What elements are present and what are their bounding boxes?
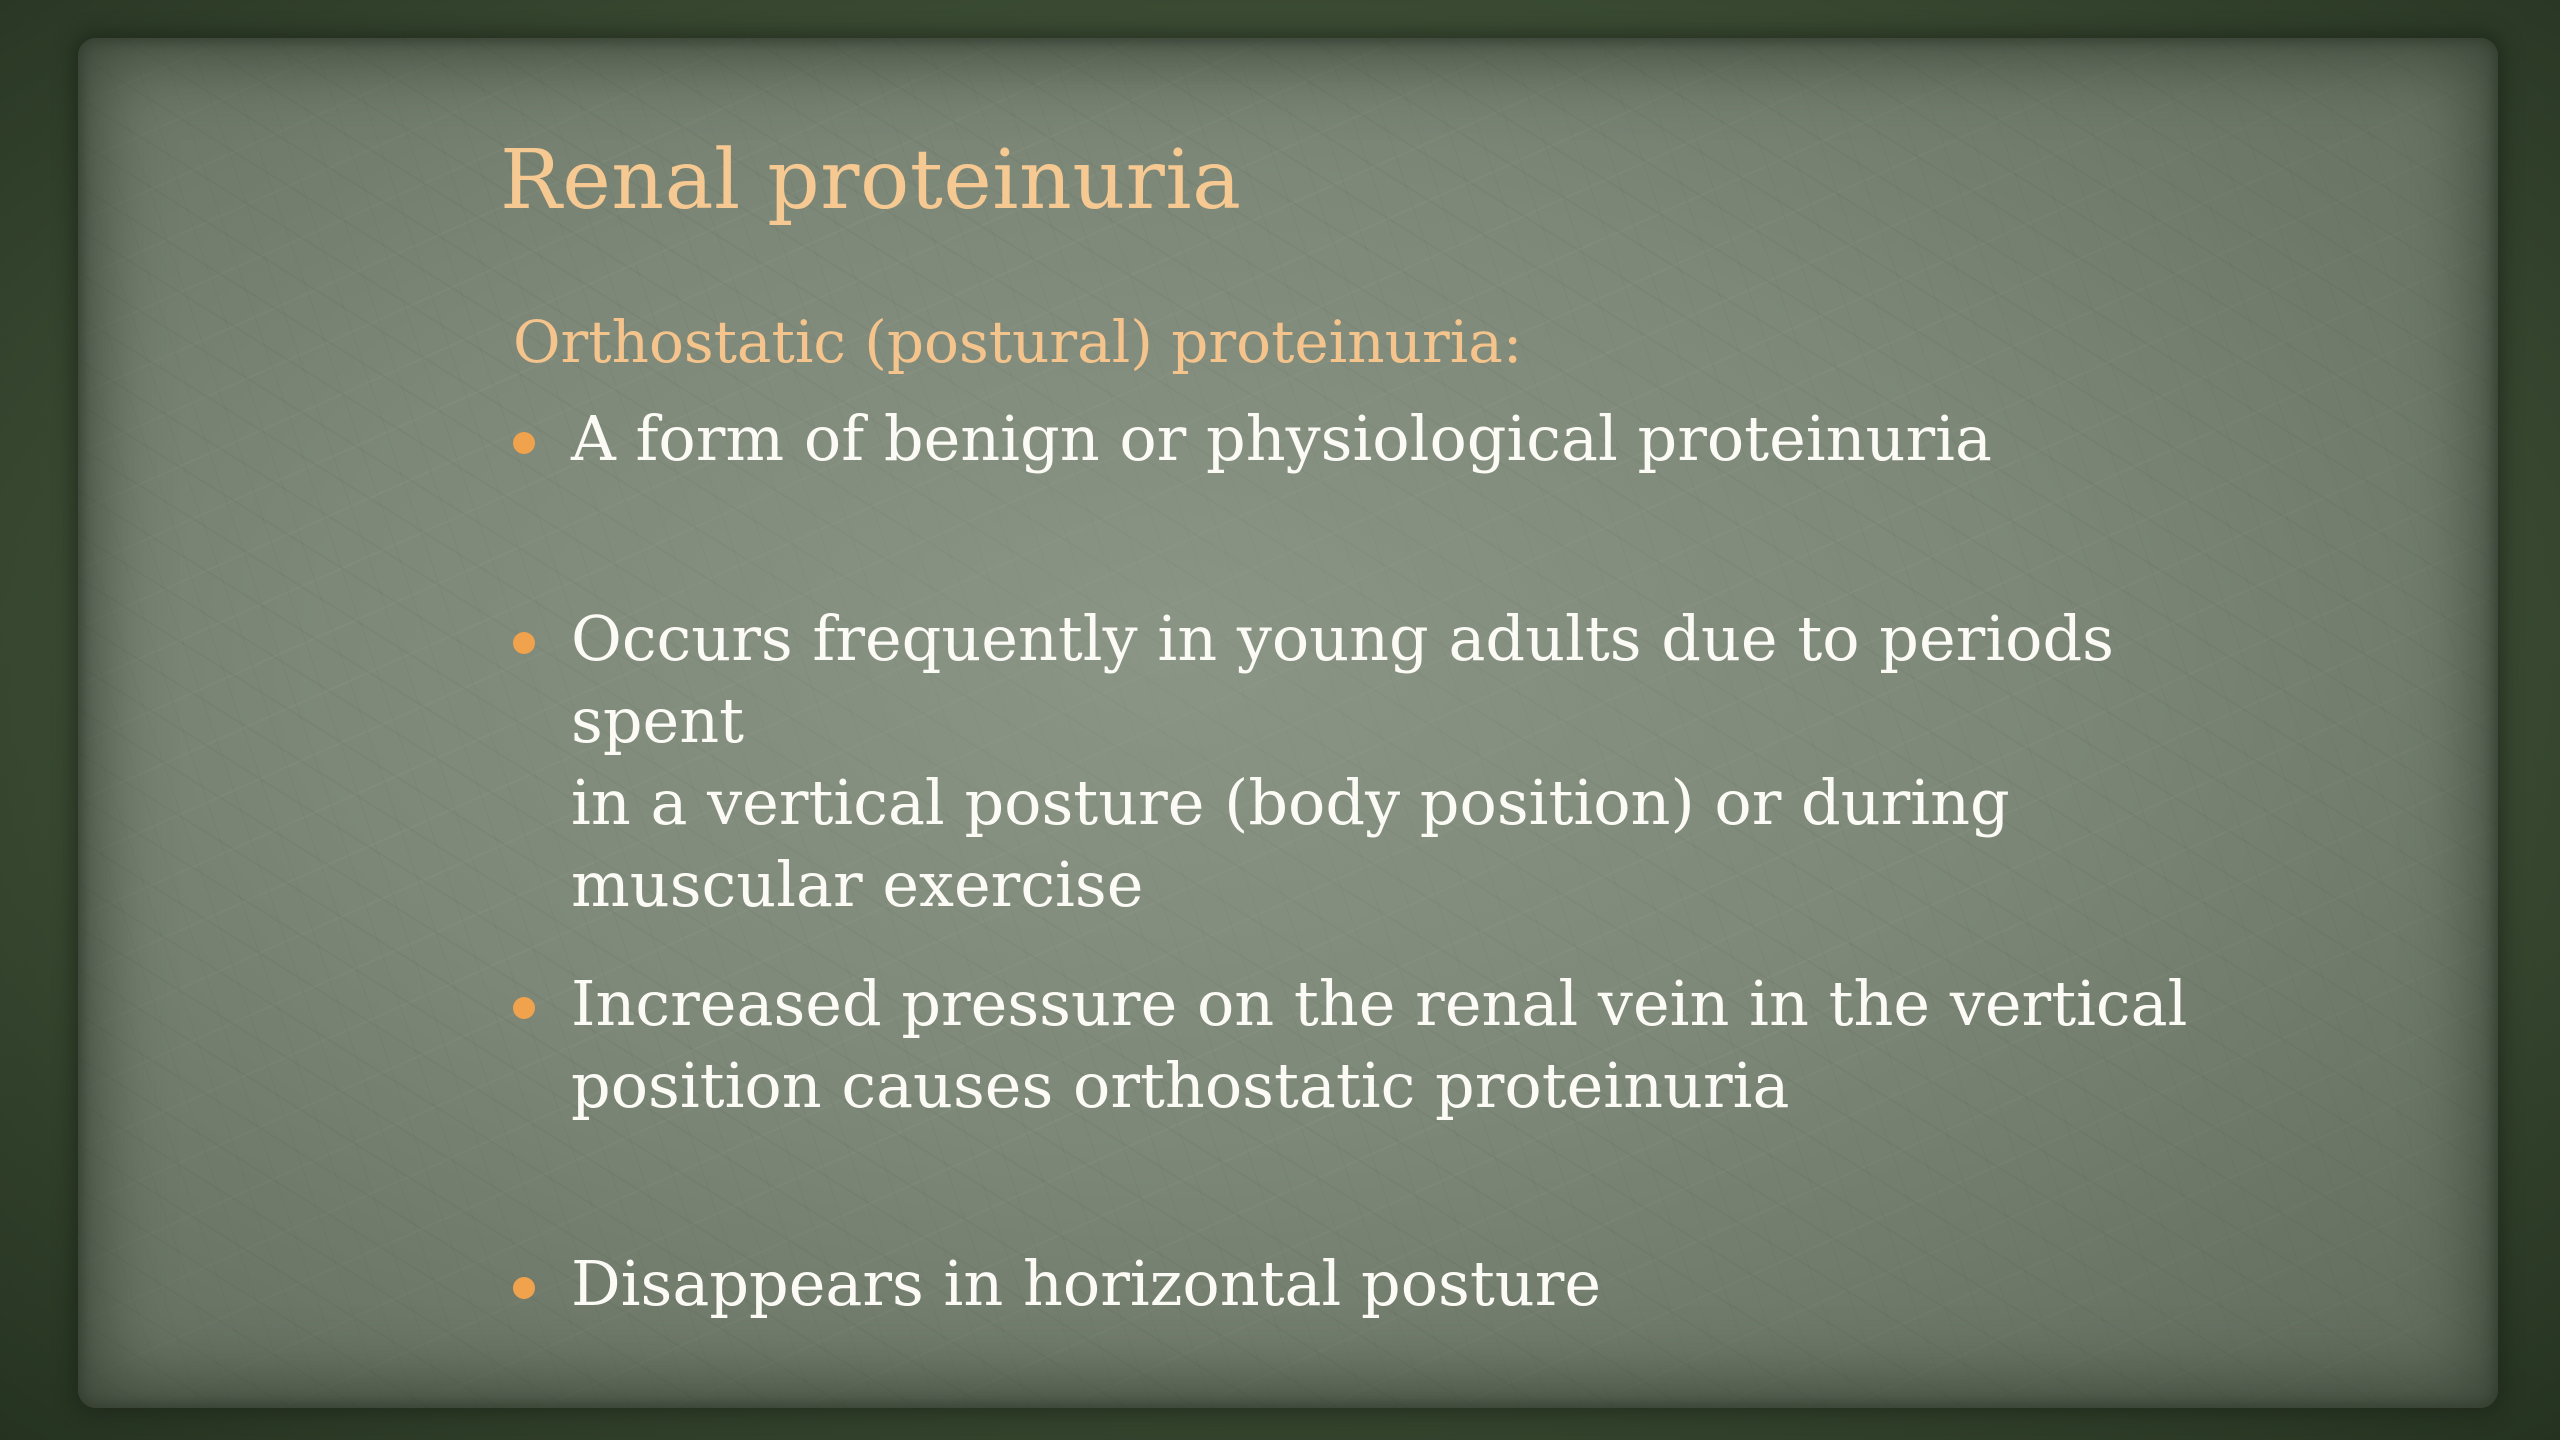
bullet-dot-icon — [513, 432, 535, 454]
bullet-text: Increased pressure on the renal vein in the vertical position causes orthostatic proteinuria — [571, 967, 2188, 1122]
bullet-item — [513, 598, 2271, 926]
slide-subtitle: Orthostatic (postural) proteinuria: — [513, 308, 1523, 376]
bullet-item — [513, 1243, 2271, 1325]
bullet-item — [513, 963, 2271, 1127]
bullet-text: A form of benign or physiological proteinuria — [571, 402, 1992, 475]
bullet-text: Occurs frequently in young adults due to periods spent in a vertical posture (body position) or during muscular exercise — [571, 602, 2114, 921]
bullet-text: Disappears in horizontal posture — [571, 1247, 1602, 1320]
bullet-dot-icon — [513, 1277, 535, 1299]
slide-title: Renal proteinuria — [500, 133, 1242, 228]
bullet-dot-icon — [513, 632, 535, 654]
bullet-dot-icon — [513, 997, 535, 1019]
bullet-item — [513, 398, 2271, 480]
slide-canvas — [78, 38, 2498, 1408]
